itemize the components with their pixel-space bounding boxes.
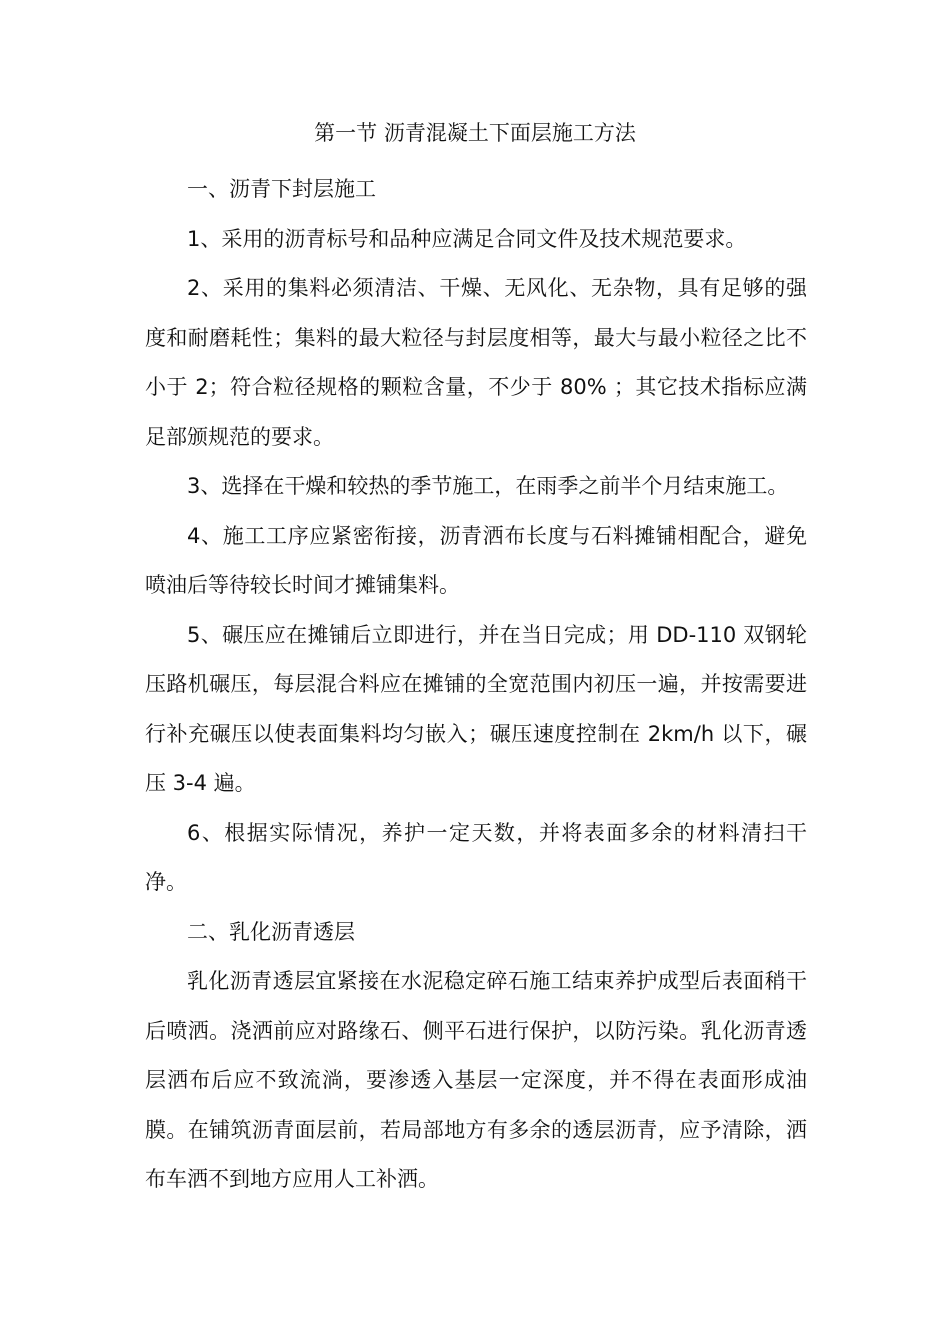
paragraph-item-3: 3、选择在干燥和较热的季节施工，在雨季之前半个月结束施工。 — [187, 474, 789, 498]
paragraph-prime-coat: 乳化沥青透层宜紧接在水泥稳定碎石施工结束养护成型后表面稍干后喷洒。浇洒前应对路缘石、侧平石进行保护，以防污染。乳化沥青透层洒布后应不致流淌，要渗透入基层一定深度，并不得在表面形成油膜。在铺筑沥青面层前，若局部地方有多余的透层沥青，应予清除，洒布车洒不到地方应用人工补洒。 — [145, 969, 807, 1191]
document-body — [145, 165, 807, 1205]
paragraph-item-1: 1、采用的沥青标号和品种应满足合同文件及技术规范要求。 — [187, 226, 747, 251]
paragraph-item-5: 5、碾压应在摊铺后立即进行，并在当日完成；用 DD-110 双钢轮压路机碾压，每层混合料应在摊铺的全宽范围内初压一遍，并按需要进行补充碾压以使表面集料均匀嵌入；碾压速度控制在 2km/h 以下，碾压 3-4 遍。 — [145, 622, 807, 795]
heading-prime-coat: 二、乳化沥青透层 — [187, 919, 355, 944]
heading-seal-coat: 一、沥青下封层施工 — [187, 177, 376, 201]
paragraph-item-6: 6、根据实际情况，养护一定天数，并将表面多余的材料清扫干净。 — [145, 820, 807, 894]
section-title: 第一节 沥青混凝土下面层施工方法 — [314, 121, 636, 145]
paragraph-item-4: 4、施工工序应紧密衔接，沥青洒布长度与石料摊铺相配合，避免喷油后等待较长时间才摊铺集料。 — [145, 523, 807, 597]
paragraph-item-2: 2、采用的集料必须清洁、干燥、无风化、无杂物，具有足够的强度和耐磨耗性；集料的最大粒径与封层度相等，最大与最小粒径之比不小于 2；符合粒径规格的颗粒含量，不少于 80% ；其它技术指标应满足部颁规范的要求。 — [145, 276, 807, 449]
